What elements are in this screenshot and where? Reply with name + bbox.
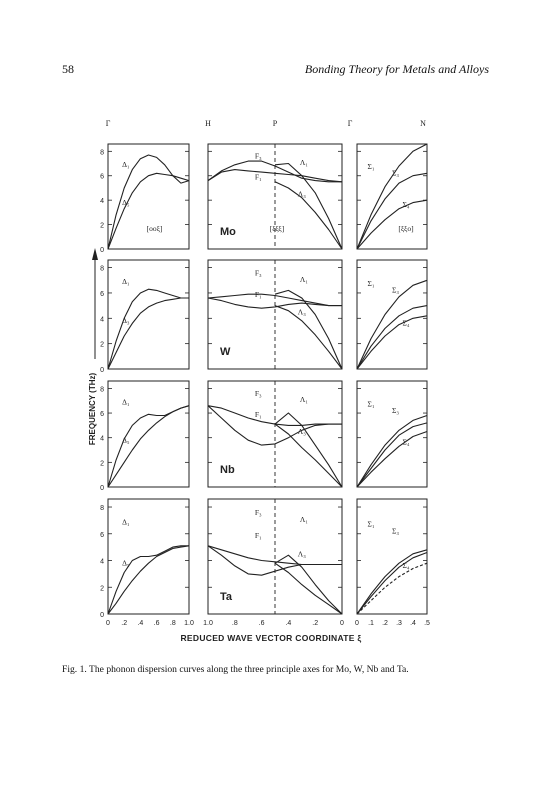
- y-axis-arrow-head: [92, 248, 98, 260]
- x-tick-label: .2: [121, 620, 128, 627]
- metal-name-label: Nb: [220, 464, 235, 476]
- x-tick-label: .4: [137, 620, 144, 627]
- y-tick-label: 2: [100, 460, 104, 468]
- branch-label: Σ₃: [392, 285, 399, 295]
- branch-label: Δ₁: [122, 397, 130, 407]
- y-tick-label: 8: [100, 265, 104, 273]
- branch-label: Λ₃: [297, 549, 306, 559]
- branch-label: Σ₁: [367, 399, 375, 409]
- branch-label: Λ₃: [297, 427, 306, 436]
- branch-label: Σ₄: [402, 200, 410, 209]
- y-tick-label: 0: [100, 485, 104, 492]
- branch-label: Δ₅: [122, 197, 130, 207]
- branch-label: Σ₃: [392, 405, 399, 415]
- branch-label: Λ₃: [297, 189, 306, 199]
- y-tick-label: 6: [100, 411, 104, 419]
- y-tick-label: 8: [100, 149, 104, 157]
- page-number: 58: [62, 62, 74, 76]
- x-axis-label: REDUCED WAVE VECTOR COORDINATE ξ: [180, 633, 362, 643]
- metal-name-label: Mo: [220, 226, 236, 238]
- branch-label: Δ₅: [122, 435, 130, 445]
- x-tick-label: 0: [340, 620, 344, 627]
- branch-label: F₁: [254, 290, 262, 300]
- branch-label: Σ₁: [367, 279, 375, 289]
- x-tick-label: 1.0: [184, 620, 194, 627]
- running-head: Bonding Theory for Metals and Alloys: [304, 62, 489, 76]
- y-tick-label: 2: [100, 341, 104, 349]
- y-tick-label: 6: [100, 290, 104, 298]
- branch-label: Σ₄: [402, 437, 410, 447]
- branch-label: Λ₁: [299, 515, 308, 524]
- x-tick-label: .1: [368, 620, 374, 627]
- x-tick-label: 1.0: [203, 620, 213, 627]
- direction-label: [ξξo]: [398, 224, 414, 233]
- branch-label: F₁: [254, 172, 262, 182]
- x-tick-label: 0: [106, 620, 110, 627]
- x-tick-label: .3: [396, 620, 402, 627]
- x-tick-label: .2: [312, 620, 319, 627]
- x-tick-label: 0: [355, 620, 359, 627]
- branch-label: Δ₃: [122, 316, 130, 326]
- direction-label: [ooξ]: [146, 224, 163, 233]
- branch-label: Σ₁: [367, 519, 375, 529]
- x-tick-label: .4: [285, 620, 292, 627]
- branch-label: Λ₁: [299, 274, 308, 284]
- x-tick-label: .8: [231, 620, 238, 627]
- y-tick-label: 6: [100, 531, 104, 539]
- y-tick-label: 4: [100, 316, 104, 324]
- y-axis-label: FREQUENCY (THz): [88, 372, 97, 446]
- y-tick-label: 2: [100, 222, 104, 230]
- y-tick-label: 4: [100, 198, 104, 206]
- symmetry-point-label: Γ: [105, 119, 111, 128]
- branch-label: F₃: [254, 388, 262, 398]
- y-tick-label: 0: [100, 612, 104, 619]
- branch-label: F₁: [254, 531, 262, 541]
- branch-label: Δ₁: [122, 160, 130, 170]
- symmetry-point-label: P: [272, 119, 278, 128]
- y-tick-label: 0: [100, 247, 104, 254]
- panel-frame: [108, 381, 189, 487]
- symmetry-point-label: H: [205, 119, 211, 128]
- symmetry-point-label: N: [420, 119, 426, 128]
- y-tick-label: 4: [100, 558, 104, 566]
- branch-label: Σ₄: [402, 318, 410, 328]
- branch-label: Λ₁: [299, 395, 308, 405]
- x-tick-label: .6: [153, 620, 160, 627]
- x-tick-label: .8: [169, 620, 176, 627]
- branch-label: Λ₃: [297, 307, 306, 317]
- branch-label: F₃: [254, 268, 262, 278]
- branch-label: F₃: [254, 151, 262, 161]
- symmetry-point-label: Γ: [347, 119, 353, 128]
- metal-name-label: Ta: [220, 591, 233, 603]
- y-tick-label: 2: [100, 585, 104, 593]
- x-tick-label: .6: [258, 620, 265, 627]
- panel-frame: [108, 260, 189, 369]
- y-tick-label: 6: [100, 173, 104, 181]
- branch-label: Σ₁: [367, 162, 375, 172]
- branch-label: Σ₃: [392, 526, 399, 536]
- dispersion-chart: [88, 104, 446, 644]
- x-tick-label: .4: [410, 620, 416, 627]
- x-tick-label: .2: [382, 620, 388, 627]
- branch-label: F₁: [254, 410, 262, 420]
- branch-label: Δ₁: [122, 276, 130, 286]
- panel-frame: [357, 144, 427, 249]
- y-tick-label: 8: [100, 505, 104, 513]
- y-tick-label: 8: [100, 386, 104, 394]
- branch-label: Δ₁: [122, 517, 130, 527]
- x-tick-label: .5: [424, 620, 430, 627]
- figure-caption: Fig. 1. The phonon dispersion curves along the three principle axes for Mo, W, Nb and Ta.: [62, 664, 409, 675]
- branch-label: Σ₃: [392, 168, 399, 178]
- phonon-dispersion-figure: [88, 104, 446, 644]
- branch-label: F₃: [254, 508, 262, 518]
- direction-label: [ξξξ]: [269, 224, 285, 233]
- branch-label: Δ₅: [122, 558, 130, 568]
- y-tick-label: 0: [100, 367, 104, 374]
- metal-name-label: W: [220, 346, 231, 358]
- y-tick-label: 4: [100, 435, 104, 443]
- panel-frame: [108, 144, 189, 249]
- branch-label: Σ₄: [402, 561, 410, 570]
- branch-label: Λ₁: [299, 158, 308, 167]
